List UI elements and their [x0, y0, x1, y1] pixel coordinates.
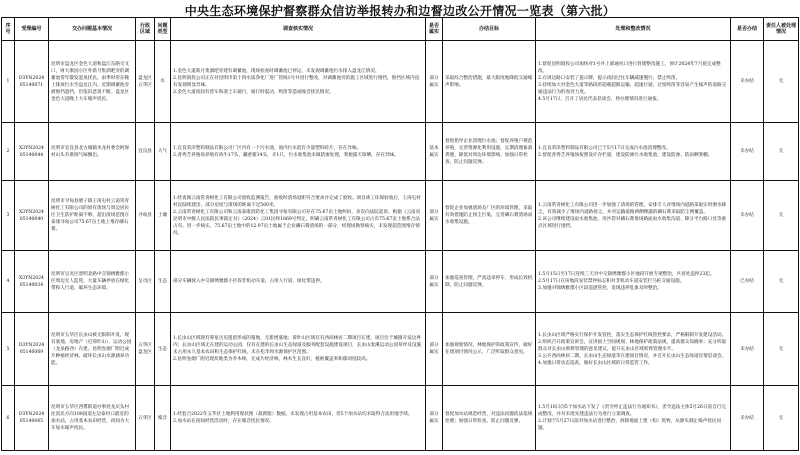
- cell-verified: 部分属实: [426, 251, 443, 313]
- col-header-goal: 办结目标: [443, 18, 536, 41]
- col-header-issue: 交办问题基本情况: [49, 18, 136, 41]
- cell-issue: 昆明市寻甸县塘子镇王岗屯村云南常青树化工有限公司的原有渣场与周边居民区卫生防护距离不够。超出渣场范围在泰康寻甸公司75.67亩土地上堆存磷石膏。: [49, 181, 136, 251]
- cell-type: 生态: [155, 251, 171, 313]
- report-table: [1, 17, 799, 451]
- cell-accountability: 无: [764, 386, 799, 451]
- cell-id: X3YN2024 05140044: [15, 123, 49, 181]
- col-header-completed: 是否办结: [731, 18, 764, 41]
- cell-completed: 已办结: [731, 251, 764, 313]
- cell-goal: 加强巡查管理，严查违章停车，形成长效机制，防止问题反弹。: [443, 251, 536, 313]
- table-row: [2, 123, 799, 181]
- table-row: [2, 251, 799, 313]
- col-header-handling: 处理和整改情况: [536, 18, 731, 41]
- cell-completed: 未办结: [731, 123, 764, 181]
- cell-type: 水: [155, 41, 171, 123]
- cell-goal: 加强规划情况、林地保护的政策宣传，做好在建项目情况公示，广泛听取群众意见。: [443, 313, 536, 386]
- col-header-accountability: 责任人被处理情况: [764, 18, 799, 41]
- cell-completed: 未办结: [731, 181, 764, 251]
- cell-goal: 督促加水站规范经营，对违法问题依法依规处理；加强日常检查，防止问题反弹。: [443, 386, 536, 451]
- cell-issue: 昆明市五华区西翥街道办事处龙庆头村往富民方向108国道左边泰村口最近的加水站，占用基本农田经营，夜间为大车加水噪声扰民。: [49, 386, 136, 451]
- table-row: [2, 181, 799, 251]
- cell-no: 4: [2, 251, 15, 313]
- cell-accountability: 无: [764, 41, 799, 123]
- cell-id: D3YN2024 05140071: [15, 41, 49, 123]
- cell-id: D3YN2024 05140069: [15, 313, 49, 386]
- cell-goal: 采取综合整治措施，最大限度地降低交通噪声影响。: [443, 41, 536, 123]
- cell-no: 6: [2, 386, 15, 451]
- cell-completed: 未办结: [731, 313, 764, 386]
- cell-handling: 1.督促昆明滇投公司加快对1号井上部通风口进行封堵整改施工，预计2024年7月底完成整改。 2.在周边路口安装了提示牌，提示夜间过往车辆减速慢行、禁止鸣笛。 3.持续加大对金色大道等路段的超载超限运输、超速行驶、过度鸣笛等容易产生噪声的道路交通违法行为的查处力度。 4.5月17日，召开了居民代表恳谈会，将办理情况进行通报。: [536, 41, 731, 123]
- col-header-id: 受理编号: [15, 18, 49, 41]
- cell-accountability: 无: [764, 251, 799, 313]
- cell-type: 噪音: [155, 386, 171, 451]
- cell-no: 5: [2, 313, 15, 386]
- cell-type: 生态: [155, 313, 171, 386]
- cell-region: 盘龙区 五华区: [136, 41, 155, 123]
- cell-verified: 部分属实: [426, 313, 443, 386]
- cell-accountability: 无: [764, 313, 799, 386]
- cell-handling: 1.5月16日向5个加水站下发了《责令停止违法行为通知书》，责令违法主体5月26日前自行完成整改，并对未批先建违法行为进行立案调查。 2.计划于5月27日前对加水站进行整治，拆除地面上建（构）筑物，从源头制止噪声扰民问题。: [536, 386, 731, 451]
- cell-accountability: 无: [764, 123, 799, 181]
- cell-id: X3YN2024 05140034: [15, 251, 49, 313]
- cell-no: 2: [2, 123, 15, 181]
- cell-id: D3YN2024 05140065: [15, 386, 49, 451]
- col-header-verified: 是否属实: [426, 18, 443, 41]
- cell-goal: 督促企业加强渣场及厂区的环境管理，采取有效措施防止扬尘污染，完善磷石膏渣场雨水收集设施。: [443, 181, 536, 251]
- cell-investigation: 1.经查阅云南常青树化工有限公司验收监测报告，验收时渣场退距符合要求并完成了验收。项目竣工环保验收后，王岗屯村村民陆续建房，部分房屋与渣场的距离不足500米。 2.云南常青树化工有限公司和云南泰康消防化工集团寻甸有限公司存在75.67亩土地纠纷，多次向法院起诉。根据《云南省昆明市中级人民法院民事裁定书》（2024）云01民终1869号判定，明确云南常青树化工有限公司占有75.67亩土地系合法占有。进一步核实，75.67亩土地中的12.97亩土地属于企业磷石膏渣场的一部分，经现场勘察核实，未发现超范围堆存情况。: [171, 181, 426, 251]
- col-header-investigation: 调查核实情况: [171, 18, 426, 41]
- cell-completed: 未办结: [731, 41, 764, 123]
- cell-type: 大气: [155, 123, 171, 181]
- cell-completed: 未办结: [731, 386, 764, 451]
- cell-investigation: 部分车辆驶入中交锦绣雅郡小区段非机动车道，占用人行道、绿化带违停。: [171, 251, 426, 313]
- cell-handling: 1.宜良荣泽塑料制品有限公司已于5月17日完成污水池清理整改。 2.督促普秀芝养殖场按照设计存栏量，建设防渗污水收集池，建设防渗、防雨晒粪棚。: [536, 123, 731, 181]
- cell-handling: 1.云南常青树化工有限公司进一步加强了渣场的管理，安排专人对堆场内道路采取实时洒水降尘，有效减少了堆场内道路扬尘，并对运输道路两侧裸露的磷石膏采取防尘网覆盖。 2.该公司继续建设雨水收集池，用沙袋对磷石膏堆场路面雨水收集沟道、降分平台路口处等重点区域进行围挡。: [536, 181, 731, 251]
- table-row: [2, 386, 799, 451]
- cell-accountability: 无: [764, 181, 799, 251]
- table-header-row: [2, 18, 799, 41]
- cell-investigation: 1.宜良荣泽塑料制品有限公司厂区内有一个污水池，池内污水混有少量塑料碎片，存在异味。 2.普秀芝养殖场养殖有肉牛17头，藏香猪14头，羊1只，污水收集池未做防渗处理，粪便露天晾晒，存在异味。: [171, 123, 426, 181]
- cell-region: 五华区 盘龙区: [136, 313, 155, 386]
- cell-verified: 部分属实: [426, 41, 443, 123]
- cell-verified: 部分属实: [426, 181, 443, 251]
- cell-region: 寻甸县: [136, 181, 155, 251]
- cell-issue: 昆明市五华区长虫山被无限制开发，现有墓地、房地产（近荷叶山）、运动公园（龙泉路西）在建。昆明卷烟厂附近成片种植经济林，破坏长虫山水源涵养功能。: [49, 313, 136, 386]
- cell-no: 3: [2, 181, 15, 251]
- cell-verified: 基本属实: [426, 123, 443, 181]
- cell-no: 1: [2, 41, 15, 123]
- cell-verified: 部分属实: [426, 386, 443, 451]
- col-header-no: 序号: [2, 18, 15, 41]
- cell-issue: 昆明市呈贡区景明北路中交锦绣雅郡小区周边无人监管，大量车辆停放在绿化带和人行道，破坏生态环境。: [49, 251, 136, 313]
- cell-region: 五华区: [136, 386, 155, 451]
- table-row: [2, 41, 799, 123]
- cell-issue: 昆明市宜良县北古城镇木龙村委会阿保村山头有难闻气味飘出。: [49, 123, 136, 181]
- cell-type: 土壤: [155, 181, 171, 251]
- cell-issue: 昆明市盘龙区金色大道和盘江东路交叉口，财大康园小区外新月集酒吧旁的调蓄池常年散发恶臭扰民。雨季时常在晚上排放污水至盘龙江内。近期调蓄池旁被围挡遮挡，但依旧恶臭不断。盘龙区金色大道晚上大车噪声扰民。: [49, 41, 136, 123]
- col-header-type: 问题类型: [155, 18, 171, 41]
- page-title: 中央生态环境保护督察群众信访举报转办和边督边改公开情况一览表（第六批）: [184, 4, 616, 18]
- cell-region: 呈贡区: [136, 251, 155, 313]
- cell-goal: 督促指导企业清理污水池；督促养殖户规范养殖，完善资源化利用设施，定期清理畜禽粪便，降低对周边环境影响。加强日常检查，防止问题反弹。: [443, 123, 536, 181]
- cell-investigation: 1.金色大道新月集酒吧旁建有调蓄池，现场检查时调蓄池已停运，未发现调蓄池污水排入盘龙江情况。 2.昆明滇投公司正在对昆明市第十四水质净化厂进厂管线1号井进行整改，对调蓄池旁的施工区域进行围挡，围挡区域内没有发现明显异味。 3.金色大道夜间有货车和渣土车通行，通行时震动、鸣笛等造成噪音扰民情况。: [171, 41, 426, 123]
- cell-handling: 1.长虫山区域严格实行保护开发管控，落实生态保护红线管控要求，严格限制开发建设活动。 2.组织召开政策宣讲会，宣讲国土空间规划、林地保护政策法规，提高群众知晓率；充分听取群众对长虫山殡葬管理的意见建议，提升长虫山区域殡葬管理水平。 3.公开西尚林居二期、长虫山生态绿道等在建项目情况，并召开长虫山生态绿道民情恳谈会。 4.加强日常动态巡查，做好长虫山区域的日常监管工作。: [536, 313, 731, 386]
- cell-handling: 1.5月15日至17日连续三天对中交锦绣雅郡小区地段开展专项整治，共查处违停23起。 2.5月17日在该地段安装禁停标志和对非机动车道安装拦马桩交通设施。 3.加强对锦绣雅郡小区段巡逻管控，发现违停乱象及时整治。: [536, 251, 731, 313]
- cell-id: X3YN2024 05140040: [15, 181, 49, 251]
- cell-investigation: 1.经套合2022年五华区土地利用现状图（最新版）数据，未发现占用基本农田，但5个加水站均未取得合法用地手续。 2.加水站在夜间经营活动时，存在噪音扰民情况。: [171, 386, 426, 451]
- cell-investigation: 1.长虫山区域现有零星历史遗留形成的墓地，无新增墓地；荷叶山区域仅有西尚林居二期项目在建，项目位于城镇开发边界内；长虫山区域无在建的运动公园，仅有在建的长虫山生态绿道及服务配套设施建设项目，长虫山麦溪运动公园草坪及设施未占用永久基本农田和生态保护红线，未在松华坝水源保护区范围。 2.昆明卷烟厂附近现状地类为乔木林，无成片经济林，林木生长良好，植被覆盖率和郁闭度较高。: [171, 313, 426, 386]
- table-row: [2, 313, 799, 386]
- cell-region: 宜良县: [136, 123, 155, 181]
- col-header-region: 行政区域: [136, 18, 155, 41]
